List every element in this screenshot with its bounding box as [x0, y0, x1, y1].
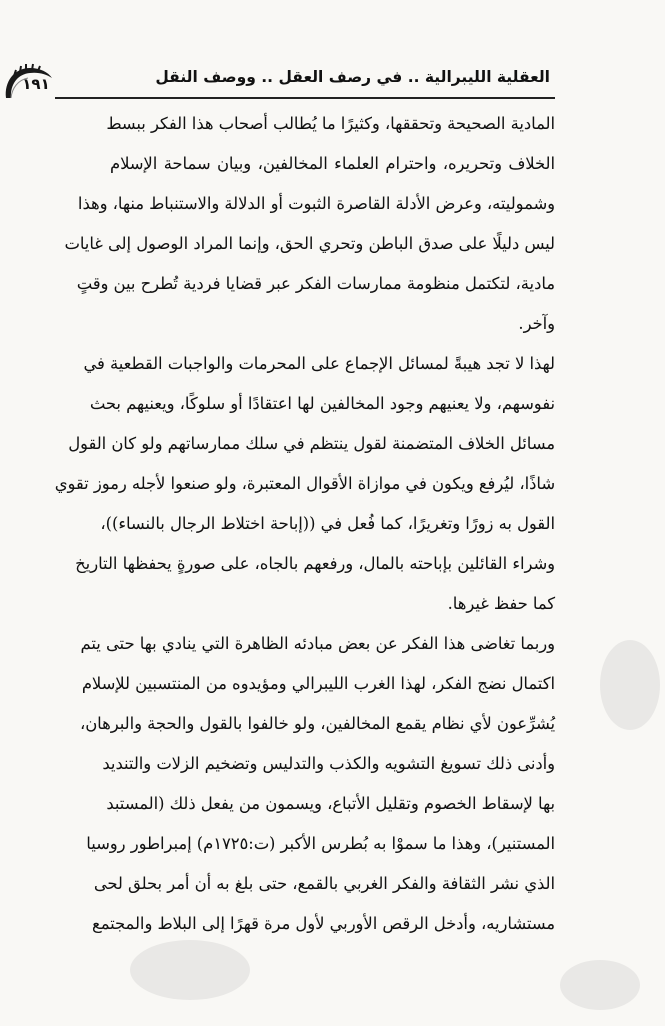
text-line: المستنير)، وهذا ما سموْا به بُطرس الأكبر (ت:١٧٢٥م) إمبراطور روسيا	[86, 834, 555, 853]
text-line: مستشاريه، وأدخل الرقص الأوربي لأول مرة قهرًا إلى البلاط والمجتمع	[92, 914, 555, 933]
text-line: مادية، لتكتمل منظومة ممارسات الفكر عبر قضايا فردية تُطرح بين وقتٍ	[76, 274, 555, 293]
text-line: يُشرِّعون لأي نظام يقمع المخالفين، ولو خالفوا بالقول والحجة والبرهان،	[79, 714, 555, 733]
text-line: لهذا لا تجد هيبةً لمسائل الإجماع على المحرمات والواجبات القطعية في	[83, 354, 555, 373]
text-line: كما حفظ غيرها.	[447, 594, 555, 613]
text-line: وشراء القائلين بإباحته بالمال، ورفعهم بالجاه، على صورةٍ يحفظها التاريخ	[75, 554, 555, 573]
paper-texture	[560, 960, 640, 1010]
text-line: الخلاف وتحريره، واحترام العلماء المخالفين، وبيان سماحة الإسلام	[110, 154, 555, 173]
text-line: الذي نشر الثقافة والفكر الغربي بالقمع، حتى بلغ به أن أمر بحلق لحى	[93, 874, 555, 893]
text-line: مسائل الخلاف المتضمنة لقول ينتظم في سلك ممارساتهم ولو كان القول	[68, 434, 555, 453]
text-line: وربما تغاضى هذا الفكر عن بعض مبادئه الظاهرة التي ينادي بها حتى يتم	[80, 634, 555, 653]
text-line: نفوسهم، ولا يعنيهم وجود المخالفين لها اعتقادًا أو سلوكًا، ويعنيهم بحث	[89, 394, 555, 413]
text-line: اكتمال نضج الفكر، لهذا الغرب الليبرالي ومؤيدوه من المنتسبين للإسلام	[81, 674, 555, 693]
page-number: ١٩١	[22, 75, 50, 93]
text-line: وأدنى ذلك تسويغ التشويه والكذب والتدليس وتضخيم الزلات والتنديد	[102, 754, 555, 773]
text-line: شاذًا، ليُرفع ويكون في موازاة الأقوال المعتبرة، ولو صنعوا لأجله رموز تقوي	[54, 474, 555, 493]
paper-texture	[130, 940, 250, 1000]
text-line: وآخر.	[518, 314, 555, 333]
running-header	[0, 62, 665, 102]
text-line: وشموليته، وعرض الأدلة القاصرة الثبوت أو الدلالة والاستنباط منها، وهذا	[77, 194, 555, 213]
paper-texture	[600, 640, 660, 730]
header-title: العقلية الليبرالية .. في رصف العقل .. ووصف النقل	[155, 68, 550, 86]
header-rule	[55, 97, 555, 99]
text-line: بها لإسقاط الخصوم وتقليل الأتباع، ويسمون من يفعل ذلك (المستبد	[106, 794, 555, 813]
text-line: القول به زورًا وتغريرًا، كما فُعل في ((إباحة اختلاط الرجال بالنساء))،	[100, 514, 555, 533]
text-line: المادية الصحيحة وتحققها، وكثيرًا ما يُطالب أصحاب هذا الفكر ببسط	[106, 114, 555, 133]
text-line: ليس دليلًا على صدق الباطن وتحري الحق، وإنما المراد الوصول إلى غايات	[64, 234, 555, 253]
